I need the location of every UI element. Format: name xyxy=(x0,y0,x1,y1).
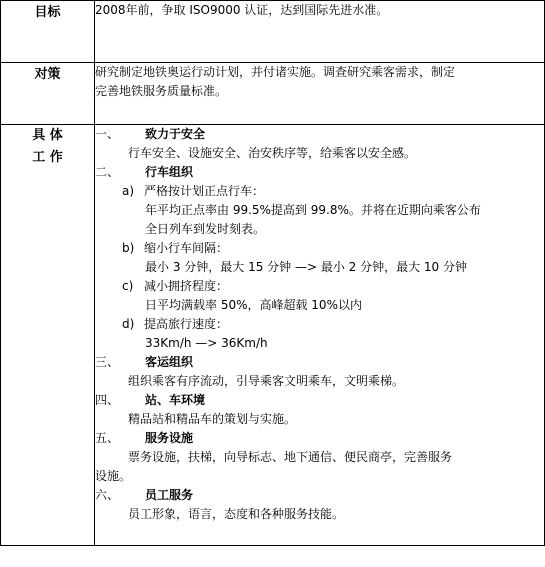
strategy-line-1: 研究制定地铁奥运行动计划，并付诸实施。调查研究乘客需求，制定 xyxy=(95,65,456,79)
section-2-num: 二、 xyxy=(95,165,120,179)
item-d-marker: d) xyxy=(122,317,135,331)
item-c xyxy=(95,277,544,296)
item-c-detail-1: 日平均满载率 50%，高峰超载 10%以内 xyxy=(145,298,362,312)
section-5-num: 五、 xyxy=(95,431,120,445)
item-c-text: 减小拥挤程度： xyxy=(144,279,229,293)
work-content xyxy=(95,125,545,546)
section-6-title: 员工服务 xyxy=(145,488,194,502)
section-1-heading xyxy=(95,125,544,144)
section-3-title: 客运组织 xyxy=(145,355,194,369)
section-5-heading xyxy=(95,429,544,448)
label-work-line-2: 工 作 xyxy=(32,150,63,165)
strategy-content xyxy=(95,63,545,125)
row-strategy xyxy=(1,63,545,125)
item-b-marker: b) xyxy=(122,241,135,255)
item-b-detail-1: 最小 3 分钟，最大 15 分钟 —> 最小 2 分钟，最大 10 分钟 xyxy=(145,260,468,274)
label-goal: 目标 xyxy=(1,1,95,63)
label-work xyxy=(1,125,95,546)
section-4-num: 四、 xyxy=(95,393,120,407)
section-6-heading xyxy=(95,486,544,505)
section-1-title: 致力于安全 xyxy=(145,127,206,141)
section-5-text-2: 设施。 xyxy=(95,469,132,483)
section-5-title: 服务设施 xyxy=(145,431,194,445)
item-a-detail-2: 全日列车到发时刻表。 xyxy=(145,222,266,236)
item-b xyxy=(95,239,544,258)
section-3-heading xyxy=(95,353,544,372)
item-a-text: 严格按计划正点行车： xyxy=(144,184,265,198)
item-d-detail-1: 33Km/h —> 36Km/h xyxy=(145,336,268,350)
section-6-num: 六、 xyxy=(95,488,120,502)
label-work-line-1: 具 体 xyxy=(32,128,63,143)
strategy-line-2: 完善地铁服务质量标准。 xyxy=(95,84,228,98)
section-3-text: 组织乘客有序流动，引导乘客文明乘车，文明乘梯。 xyxy=(128,374,405,388)
item-c-marker: c) xyxy=(122,279,134,293)
item-d xyxy=(95,315,544,334)
item-a-marker: a) xyxy=(122,184,135,198)
section-4-text: 精品站和精品车的策划与实施。 xyxy=(128,412,297,426)
goal-text: 2008年前，争取 ISO9000 认证，达到国际先进水准。 xyxy=(95,3,389,17)
section-6-text: 员工形象，语言，态度和各种服务技能。 xyxy=(128,507,345,521)
section-1-num: 一、 xyxy=(95,127,120,141)
goal-content xyxy=(95,1,545,63)
label-strategy: 对策 xyxy=(1,63,95,125)
section-1-text: 行车安全、设施安全、治安秩序等，给乘客以安全感。 xyxy=(128,146,417,160)
row-goal xyxy=(1,1,545,63)
row-work xyxy=(1,125,545,546)
item-d-text: 提高旅行速度： xyxy=(144,317,229,331)
item-a xyxy=(95,182,544,201)
section-5-text-1: 票务设施，扶梯，向导标志、地下通信、便民商亭，完善服务 xyxy=(128,450,453,464)
section-2-title: 行车组织 xyxy=(145,165,194,179)
section-2-heading xyxy=(95,163,544,182)
section-4-title: 站、车环境 xyxy=(145,393,206,407)
item-b-text: 缩小行车间隔： xyxy=(144,241,229,255)
item-a-detail-1: 年平均正点率由 99.5%提高到 99.8%。并将在近期向乘客公布 xyxy=(145,203,481,217)
section-3-num: 三、 xyxy=(95,355,120,369)
section-4-heading xyxy=(95,391,544,410)
